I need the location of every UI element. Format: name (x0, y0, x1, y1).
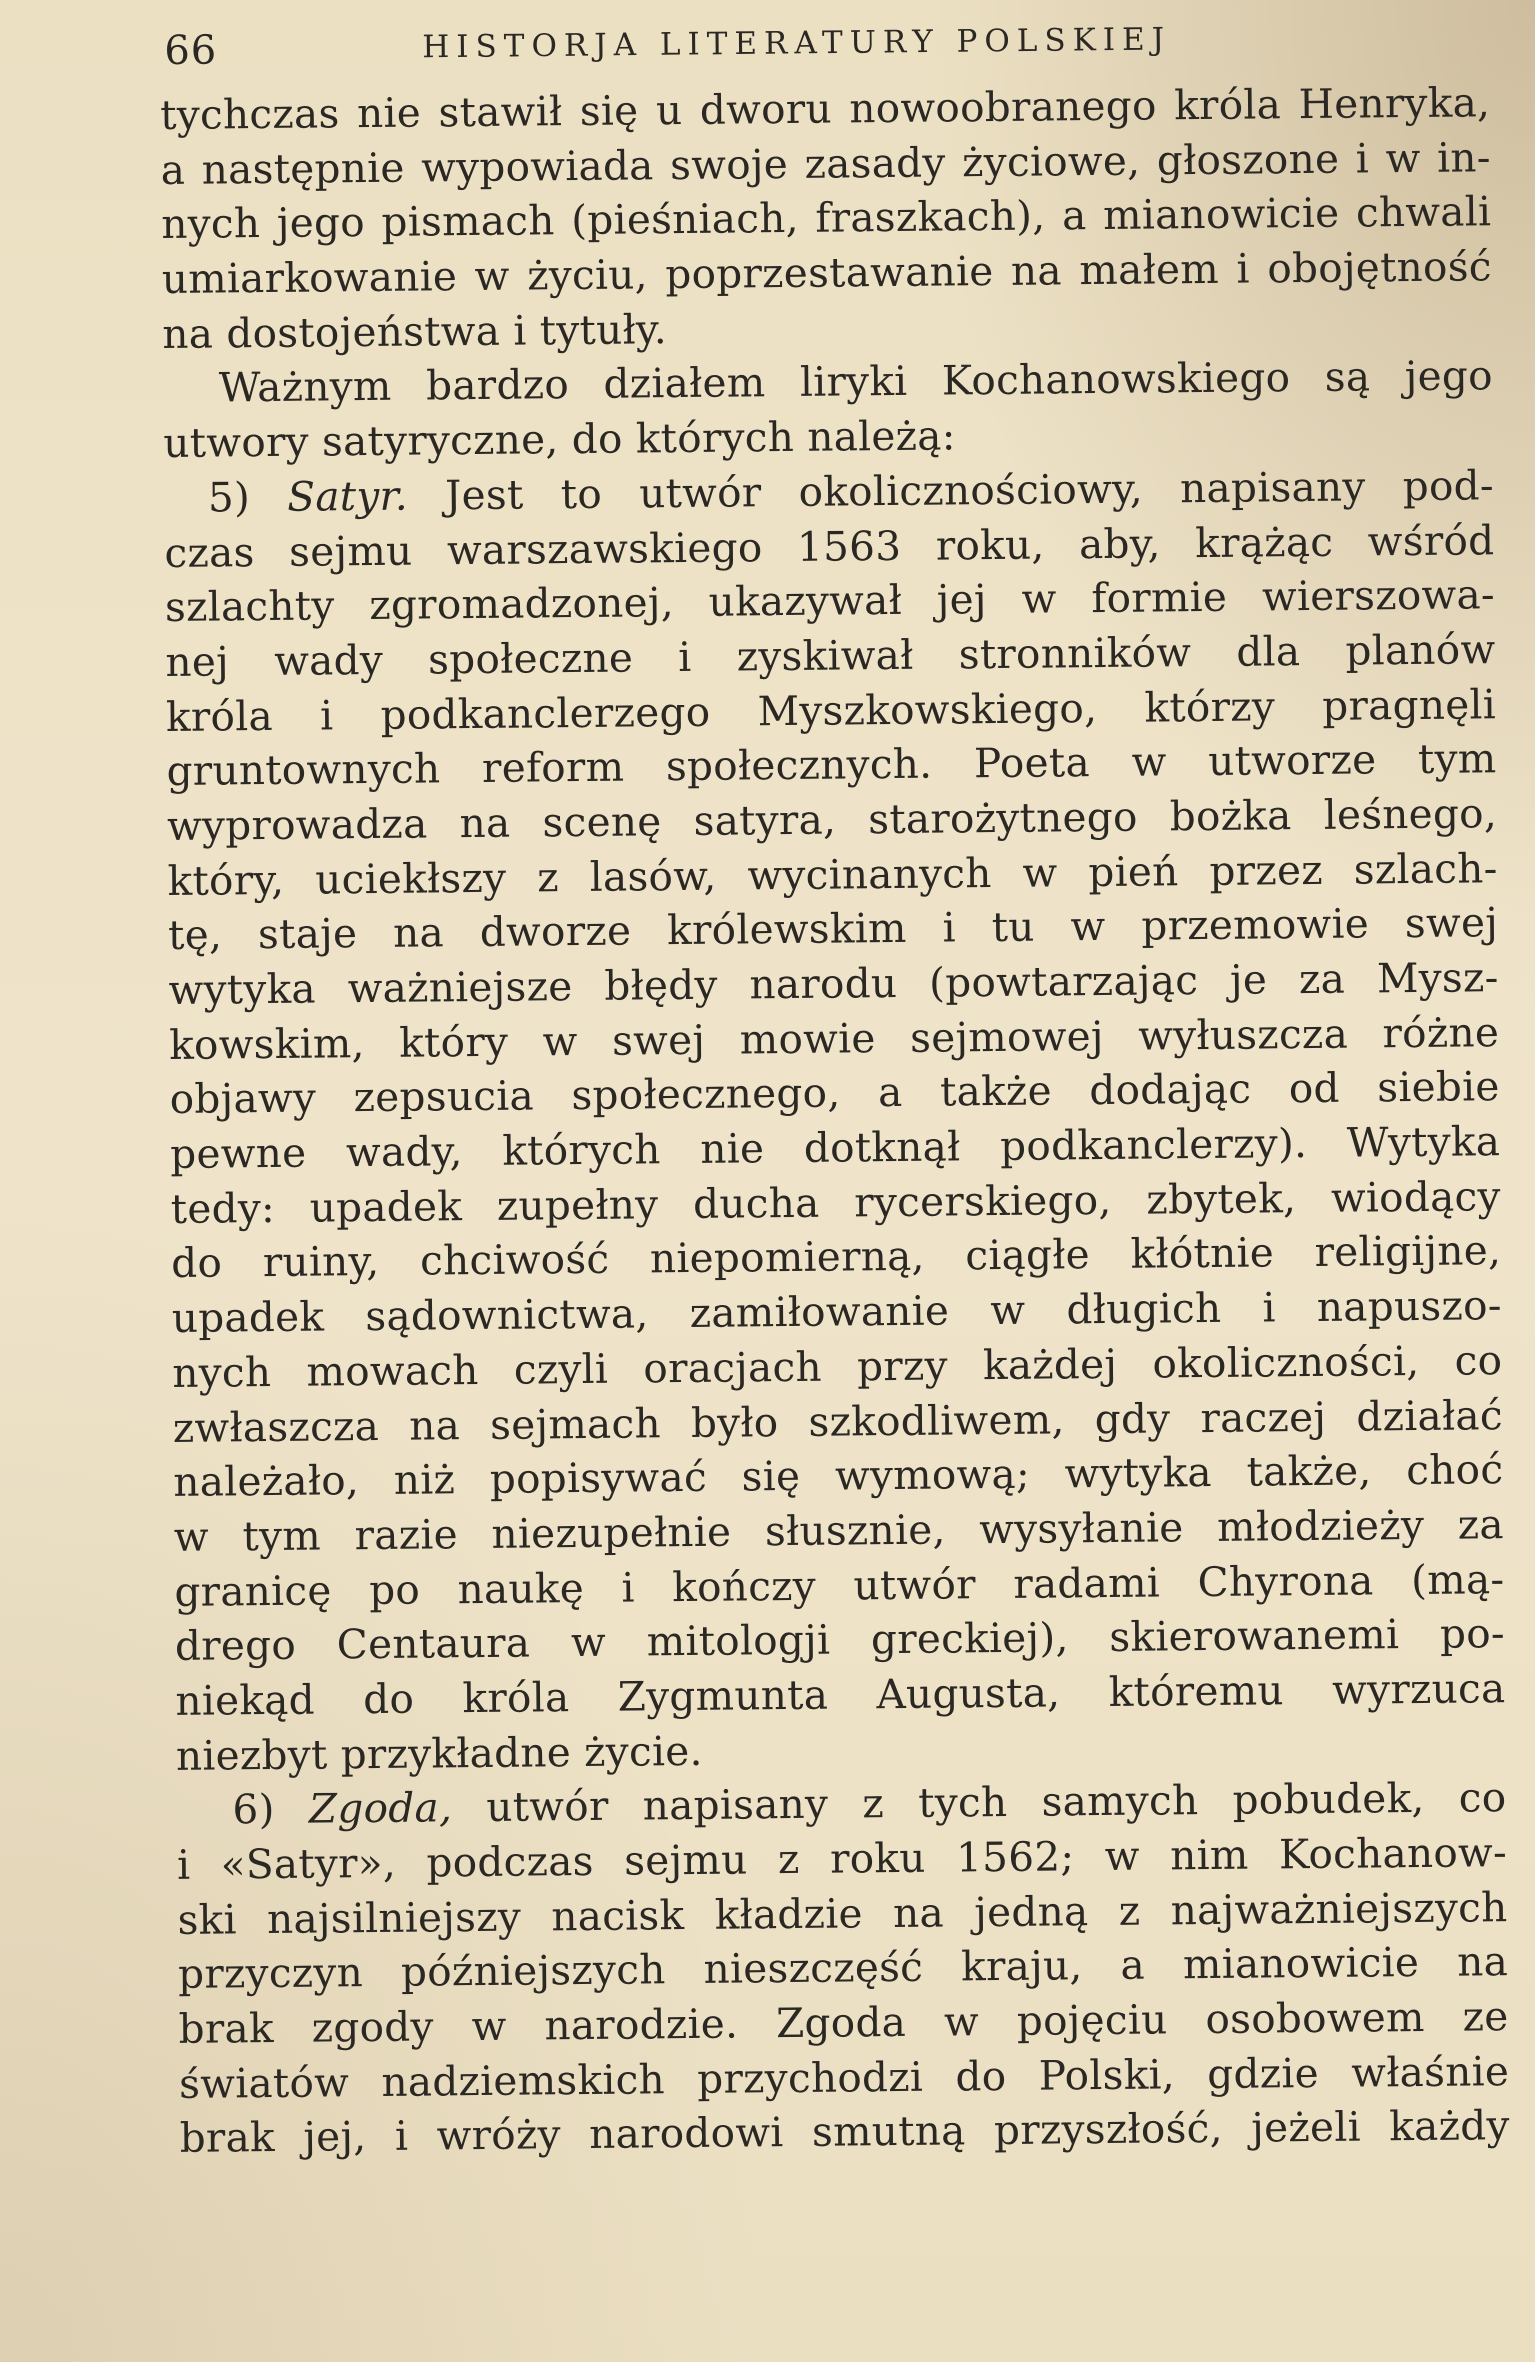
text-line: tedy: upadek zupełny ducha rycerskiego, zbytek, wiodący (170, 1171, 1501, 1233)
text-line: szlachty zgromadzonej, ukazywał jej w formie wierszowa- (164, 570, 1496, 632)
text-line: a następnie wypowiada swoje zasady życiowe, głoszone i w in- (160, 132, 1491, 194)
text-line: w tym razie niezupełnie słusznie, wysyłanie młodzieży za (173, 1500, 1505, 1561)
work-title-satyr: Satyr. (287, 471, 409, 521)
page-header (164, 8, 1485, 82)
running-title: HISTORJA LITERATURY POLSKIEJ (422, 21, 1172, 66)
text-fragment: Jest to utwór okolicznościowy, napisany pod- (444, 461, 1495, 520)
text-line: czas sejmu warszawskiego 1563 roku, aby, krążąc wśród (164, 515, 1495, 577)
text-line: i «Satyr», podczas sejmu z roku 1562; w nim Kochanow- (176, 1828, 1508, 1889)
text-line: brak jej, i wróży narodowi smutną przyszłość, jeżeli każdy (179, 2101, 1510, 2163)
text-line: tę, staje na dworze królewskim i tu w przemowie swej (167, 898, 1499, 960)
text-line: przyczyn późniejszych nieszczęść kraju, a mianowicie na (177, 1937, 1509, 1999)
text-line: tychczas nie stawił się u dworu nowoobranego króla Henryka, (160, 78, 1491, 139)
text-line: wytyka ważniejsze błędy narodu (powtarzając je za Mysz- (168, 953, 1499, 1014)
text-line: światów nadziemskich przychodzi do Polski, gdzie właśnie (178, 2046, 1510, 2108)
body-text (160, 75, 1510, 2166)
text-line: należało, niż popisywać się wymową; wytyka także, choć (173, 1445, 1504, 1507)
text-line: króla i podkanclerzego Myszkowskiego, którzy pragnęli (165, 679, 1497, 741)
text-line: zwłaszcza na sejmach było szkodliwem, gdy raczej działać (172, 1390, 1504, 1452)
text-line: nych mowach czyli oracjach przy każdej okoliczności, co (172, 1335, 1503, 1397)
page-number: 66 (164, 27, 218, 74)
text-line: pewne wady, których nie dotknął podkanclerzy). Wytyka (170, 1117, 1501, 1179)
text-line: granicę po naukę i kończy utwór radami Chyrona (mą- (174, 1554, 1505, 1616)
text-line: niekąd do króla Zygmunta Augusta, któremu wyrzuca (175, 1664, 1506, 1725)
list-number: 5) (207, 472, 251, 522)
text-line: który, uciekłszy z lasów, wycinanych w pień przez szlach- (167, 843, 1498, 905)
text-line: nej wady społeczne i zyskiwał stronników dla planów (165, 625, 1496, 686)
text-line: objawy zepsucia społecznego, a także dodając od siebie (169, 1062, 1500, 1124)
text-line: na dostojeństwa i tytuły. (162, 304, 668, 358)
text-line: ski najsilniejszy nacisk kładzie na jedną z najważniejszych (177, 1882, 1508, 1944)
list-number: 6) (232, 1785, 275, 1834)
text-line: Ważnym bardzo działem liryki Kochanowskiego są jego (218, 351, 1494, 412)
text-line: nych jego pismach (pieśniach, fraszkach), a mianowicie chwali (161, 187, 1492, 249)
text-line: gruntownych reform społecznych. Poeta w utworze tym (166, 734, 1497, 796)
work-title-zgoda: Zgoda, (308, 1783, 453, 1833)
text-line: wyprowadza na scenę satyra, starożytnego bożka leśnego, (166, 789, 1498, 850)
text-line: umiarkowanie w życiu, poprzestawanie na małem i obojętność (161, 242, 1493, 304)
text-fragment: utwór napisany z tych samych pobudek, co (486, 1773, 1507, 1832)
text-line: utwory satyryczne, do których należą: (163, 411, 956, 468)
text-line: brak zgody w narodzie. Zgoda w pojęciu osobowem ze (178, 1992, 1509, 2053)
text-line: kowskim, który w swej mowie sejmowej wyłuszcza różne (168, 1007, 1500, 1069)
text-line: drego Centaura w mitologji greckiej), skierowanemi po- (174, 1609, 1506, 1671)
text-line: do ruiny, chciwość niepomierną, ciągłe kłótnie religijne, (171, 1226, 1502, 1288)
text-line: upadek sądownictwa, zamiłowanie w długich i napuszo- (171, 1281, 1502, 1343)
text-line: niezbyt przykładne życie. (175, 1726, 703, 1780)
